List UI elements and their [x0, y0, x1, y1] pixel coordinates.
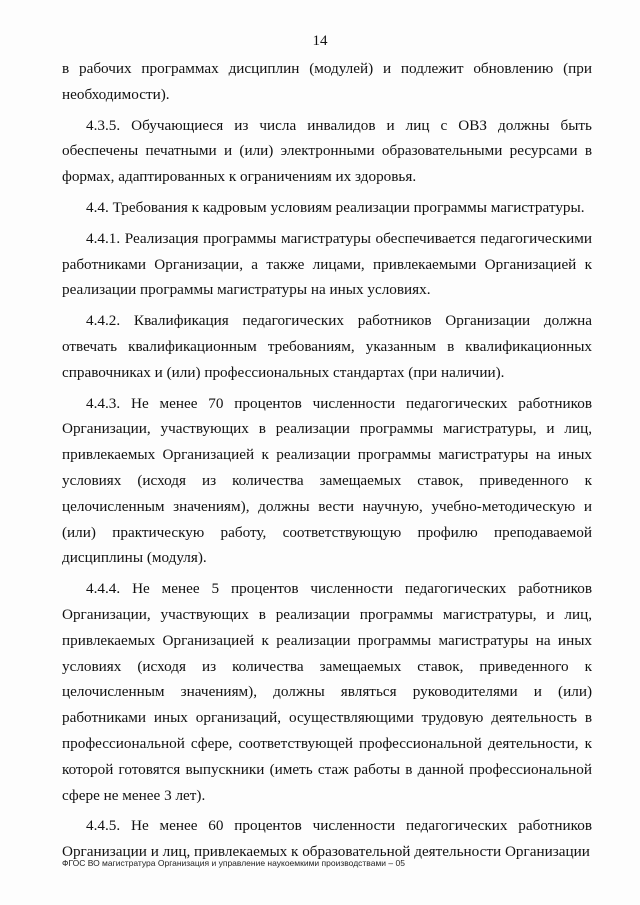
page-number: 14	[312, 33, 328, 49]
paragraph-4-4-1: 4.4.1. Реализация программы магистратуры обеспечивается педагогическими работниками Организации, а также лицами, привлекаемыми Организацией к реализации программы магистратуры на иных условиях.	[62, 229, 592, 299]
paragraph-4-4-3: 4.4.3. Не менее 70 процентов численности педагогических работников Организации, участвующих в реализации программы магистратуры, и лиц, привлекаемых Организацией к реализации программы магистратуры на иных условиях (исходя из количества замещаемых ставок, приведенного к целочисленным значениям), должны вести научную, учебно-методическую и (или) практическую работу, соответствующую профилю преподаваемой дисциплины (модуля).	[62, 394, 592, 567]
paragraph-4-4-4: 4.4.4. Не менее 5 процентов численности педагогических работников Организации, участвующих в реализации программы магистратуры, и лиц, привлекаемых Организацией к реализации программы магистратуры на иных условиях (исходя из количества замещаемых ставок, приведенного к целочисленным значениям), должны являться руководителями и (или) работниками иных организаций, осуществляющими трудовую деятельность в профессиональной сфере, соответствующей профессиональной деятельности, к которой готовятся выпускники (иметь стаж работы в данной профессиональной сфере не менее 3 лет).	[62, 580, 592, 804]
paragraph-continuation: в рабочих программах дисциплин (модулей) и подлежит обновлению (при необходимости).	[62, 60, 592, 103]
page-footer: ФГОС ВО магистратура Организация и управление наукоемкими производствами – 05	[62, 858, 405, 868]
paragraph-4-3-5: 4.3.5. Обучающиеся из числа инвалидов и лиц с ОВЗ должны быть обеспечены печатными и (или) электронными образовательными ресурсами в формах, адаптированных к ограничениям их здоровья.	[62, 116, 592, 186]
document-body	[62, 56, 592, 870]
paragraph-4-4-5: 4.4.5. Не менее 60 процентов численности педагогических работников Организации и лиц, привлекаемых к образовательной деятельности Организации	[62, 817, 592, 861]
paragraph-4-4-2: 4.4.2. Квалификация педагогических работников Организации должна отвечать квалификационным требованиям, указанным в квалификационных справочниках и (или) профессиональных стандартах (при наличии).	[62, 312, 592, 381]
paragraph-4-4-heading: 4.4. Требования к кадровым условиям реализации программы магистратуры.	[86, 198, 585, 216]
